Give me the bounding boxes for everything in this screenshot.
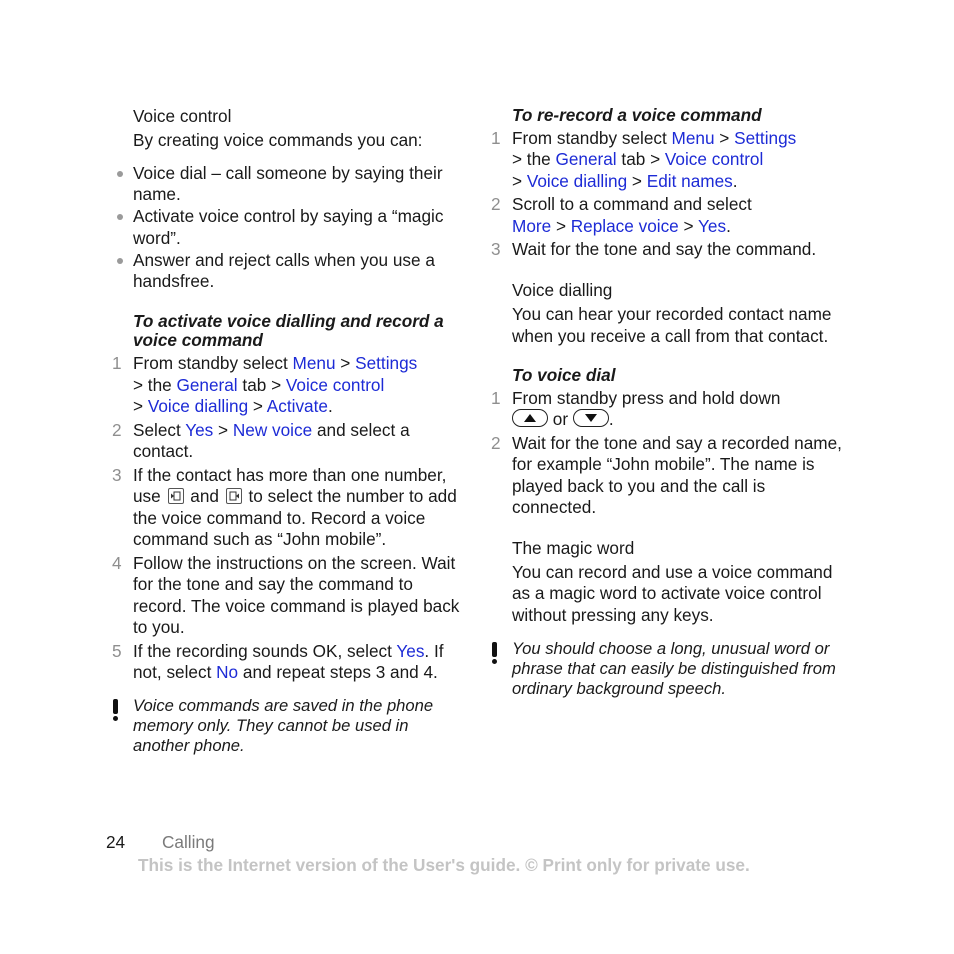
voice-dialling-link[interactable]: Voice dialling — [147, 395, 249, 416]
separator: > — [133, 395, 148, 416]
step-item — [112, 553, 462, 639]
magic-word-heading: The magic word — [512, 537, 635, 558]
no-link[interactable]: No — [216, 662, 239, 683]
step-text: > the — [512, 149, 556, 170]
rerecord-heading: To re-record a voice command — [512, 105, 762, 125]
activate-voice-dialling-heading: To activate voice dialling and record a voice command — [133, 310, 444, 351]
note-text: You should choose a long, unusual word or phrase that can easily be distinguished from ordinary background speech. — [512, 639, 836, 699]
more-link[interactable]: More — [512, 215, 552, 236]
separator: > — [213, 419, 233, 440]
step-number: 1 — [491, 387, 501, 408]
voice-dialling-heading: Voice dialling — [512, 279, 613, 300]
step-text: Select — [133, 419, 186, 440]
activate-link[interactable]: Activate — [266, 395, 328, 416]
step-text: . — [726, 215, 731, 236]
step-item — [112, 420, 462, 463]
yes-link[interactable]: Yes — [185, 419, 214, 440]
step-item — [491, 433, 851, 519]
step-number: 2 — [112, 419, 122, 440]
step-text: Scroll to a command and select — [512, 194, 752, 215]
internet-version-notice: This is the Internet version of the User's guide. © Print only for private use. — [138, 855, 750, 875]
step-number: 3 — [112, 464, 122, 485]
to-voice-dial-heading: To voice dial — [512, 365, 616, 386]
separator: > — [512, 170, 527, 191]
step-text: > the — [133, 374, 177, 395]
replace-voice-link[interactable]: Replace voice — [570, 215, 679, 236]
voice-control-intro: By creating voice commands you can: — [133, 130, 423, 151]
step-text: Follow the instructions on the screen. Wait for the tone and say the command to record. The voice command is played back to you. — [133, 552, 460, 637]
step-item — [491, 194, 851, 237]
step-number: 2 — [491, 194, 501, 215]
step-text: or — [548, 409, 573, 430]
yes-link[interactable]: Yes — [698, 215, 727, 236]
general-tab-link[interactable]: General — [176, 374, 238, 395]
separator: > — [248, 395, 267, 416]
step-text: If the contact has more than one number, use — [133, 464, 447, 507]
step-number: 1 — [491, 127, 501, 148]
step-number: 5 — [112, 640, 122, 661]
list-item: Voice dial – call someone by saying their name. — [133, 163, 462, 206]
separator: > — [551, 215, 571, 236]
step-text: If the recording sounds OK, select — [133, 640, 397, 661]
exclamation-icon — [491, 639, 512, 669]
voice-control-link[interactable]: Voice control — [664, 149, 764, 170]
step-text: . — [732, 170, 738, 191]
right-nav-key-icon — [226, 488, 242, 504]
rerecord-steps — [491, 128, 851, 261]
step-text: to select the number to add the voice command to. Record a voice command such as “John mobile”. — [133, 486, 457, 549]
separator: > — [627, 170, 647, 191]
yes-link[interactable]: Yes — [396, 640, 425, 661]
section-name: Calling — [162, 832, 215, 852]
settings-link[interactable]: Settings — [734, 127, 797, 148]
activate-steps — [112, 353, 462, 683]
step-item — [112, 641, 462, 684]
voice-control-link[interactable]: Voice control — [285, 374, 385, 395]
step-text: From standby press and hold down — [512, 387, 781, 408]
up-key-icon — [512, 409, 548, 427]
step-number: 4 — [112, 552, 122, 573]
voice-dial-steps — [491, 388, 851, 519]
step-text: Wait for the tone and say a recorded name, for example “John mobile”. The name is played back to you and the call is connected. — [512, 432, 842, 518]
left-column — [112, 106, 462, 756]
settings-link[interactable]: Settings — [355, 353, 418, 374]
step-text: and repeat steps 3 and 4. — [238, 662, 438, 683]
left-nav-key-icon — [168, 488, 184, 504]
step-text: and — [185, 486, 224, 507]
step-text: . — [327, 395, 333, 416]
separator: > — [335, 353, 356, 374]
note-text: Voice commands are saved in the phone memory only. They cannot be used in another phone. — [133, 696, 434, 756]
voice-control-heading: Voice control — [133, 106, 232, 126]
menu-link[interactable]: Menu — [292, 353, 336, 374]
general-tab-link[interactable]: General — [555, 149, 617, 170]
step-text: . — [608, 409, 614, 430]
list-item: Activate voice control by saying a “magic word”. — [133, 206, 462, 249]
magic-word-text: You can record and use a voice command as a magic word to activate voice control without pressing any keys. — [512, 561, 833, 625]
step-item — [491, 128, 851, 192]
new-voice-link[interactable]: New voice — [232, 419, 313, 440]
down-key-icon — [573, 409, 609, 427]
step-item — [112, 353, 462, 417]
step-text: Wait for the tone and say the command. — [512, 239, 817, 260]
step-text: and select a contact. — [133, 419, 410, 462]
step-number: 2 — [491, 432, 501, 453]
voice-features-list — [112, 163, 462, 293]
list-item: Answer and reject calls when you use a handsfree. — [133, 250, 462, 293]
note-box — [491, 639, 851, 699]
exclamation-icon — [112, 696, 133, 726]
step-text: tab > — [616, 149, 665, 170]
separator: > — [678, 215, 699, 236]
right-column — [491, 106, 851, 699]
step-item — [112, 465, 462, 551]
separator: > — [714, 127, 735, 148]
menu-link[interactable]: Menu — [671, 127, 715, 148]
note-box — [112, 696, 462, 756]
step-item — [491, 388, 851, 431]
step-text: tab > — [237, 374, 286, 395]
step-text: From standby select — [133, 353, 293, 374]
step-number: 3 — [491, 239, 501, 260]
step-number: 1 — [112, 353, 122, 374]
edit-names-link[interactable]: Edit names — [646, 170, 733, 191]
step-text: From standby select — [512, 127, 672, 148]
voice-dialling-link[interactable]: Voice dialling — [526, 170, 628, 191]
step-item — [491, 239, 851, 260]
page-number: 24 — [106, 832, 126, 852]
step-text: . If not, select — [133, 640, 444, 683]
voice-dialling-text: You can hear your recorded contact name when you receive a call from that contact. — [512, 304, 832, 346]
